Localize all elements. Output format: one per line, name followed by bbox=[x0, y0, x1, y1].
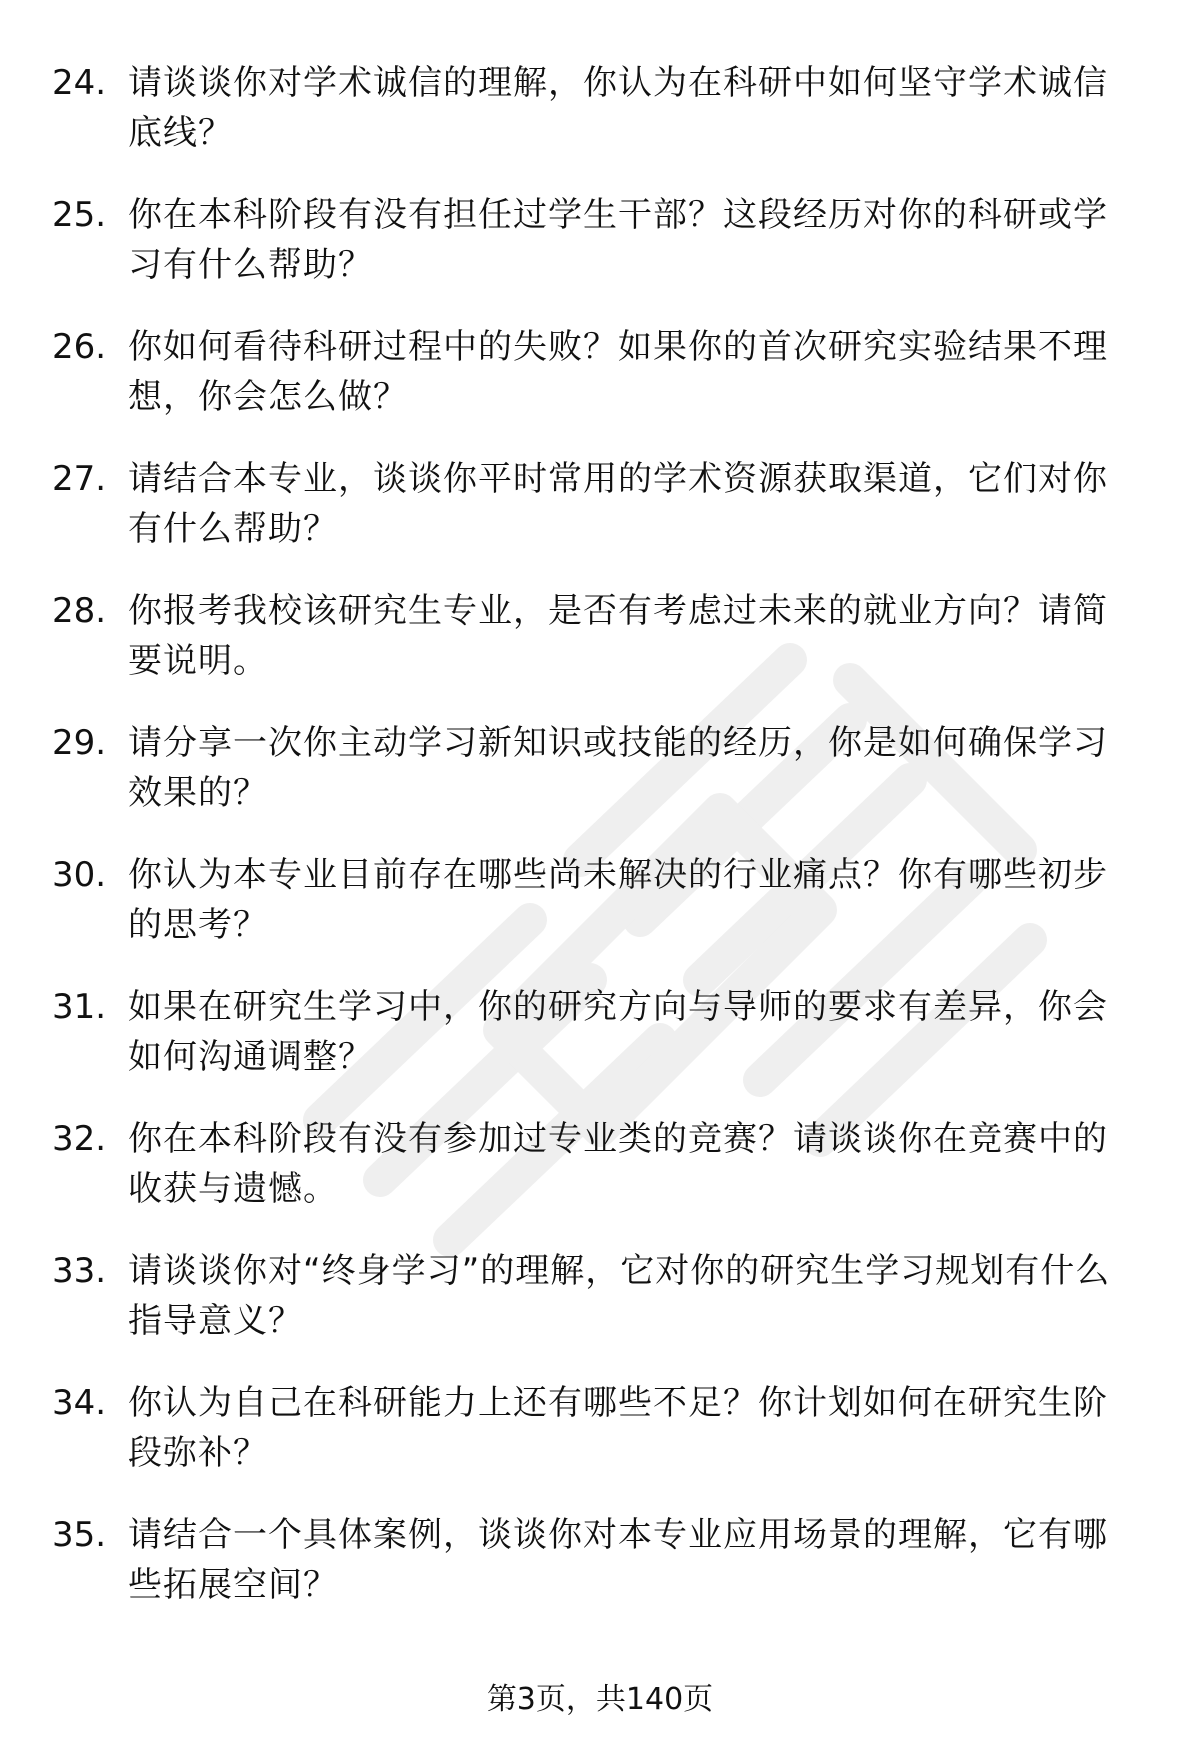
question-item bbox=[0, 1378, 1200, 1490]
question-item bbox=[0, 1246, 1200, 1358]
page-footer: 第3页，共140页 bbox=[486, 1682, 714, 1717]
question-item bbox=[0, 454, 1200, 566]
question-item bbox=[0, 982, 1200, 1094]
question-text: 请谈谈你对“终身学习”的理解，它对你的研究生学习规划有什么指导意义？ bbox=[128, 1251, 1111, 1341]
question-number: 27. bbox=[52, 459, 107, 499]
question-text: 请结合本专业，谈谈你平时常用的学术资源获取渠道，它们对你有什么帮助？ bbox=[128, 459, 1108, 549]
question-number: 35. bbox=[52, 1515, 107, 1555]
question-item bbox=[0, 718, 1200, 830]
question-text: 你认为自己在科研能力上还有哪些不足？你计划如何在研究生阶段弥补？ bbox=[128, 1383, 1108, 1473]
question-number: 25. bbox=[52, 195, 107, 235]
question-number: 31. bbox=[52, 987, 107, 1027]
question-item bbox=[0, 190, 1200, 302]
question-text: 如果在研究生学习中，你的研究方向与导师的要求有差异，你会如何沟通调整？ bbox=[128, 987, 1108, 1077]
question-number: 29. bbox=[52, 723, 107, 763]
question-number: 32. bbox=[52, 1119, 107, 1159]
question-text: 请结合一个具体案例，谈谈你对本专业应用场景的理解，它有哪些拓展空间？ bbox=[128, 1515, 1108, 1605]
question-item bbox=[0, 1510, 1200, 1622]
question-text: 你报考我校该研究生专业，是否有考虑过未来的就业方向？请简要说明。 bbox=[128, 591, 1108, 681]
question-number: 24. bbox=[52, 63, 107, 103]
question-text: 请分享一次你主动学习新知识或技能的经历，你是如何确保学习效果的？ bbox=[128, 723, 1108, 813]
question-text: 你在本科阶段有没有参加过专业类的竞赛？请谈谈你在竞赛中的收获与遗憾。 bbox=[128, 1119, 1108, 1209]
question-item bbox=[0, 58, 1200, 170]
question-list bbox=[0, 58, 1200, 1642]
question-item bbox=[0, 586, 1200, 698]
question-number: 26. bbox=[52, 327, 107, 367]
question-item bbox=[0, 322, 1200, 434]
question-number: 30. bbox=[52, 855, 107, 895]
question-number: 34. bbox=[52, 1383, 107, 1423]
question-text: 请谈谈你对学术诚信的理解，你认为在科研中如何坚守学术诚信底线？ bbox=[128, 63, 1108, 153]
question-text: 你在本科阶段有没有担任过学生干部？这段经历对你的科研或学习有什么帮助？ bbox=[128, 195, 1108, 285]
question-number: 33. bbox=[52, 1251, 107, 1291]
question-item bbox=[0, 850, 1200, 962]
question-item bbox=[0, 1114, 1200, 1226]
question-number: 28. bbox=[52, 591, 107, 631]
question-text: 你认为本专业目前存在哪些尚未解决的行业痛点？你有哪些初步的思考？ bbox=[128, 855, 1108, 945]
question-text: 你如何看待科研过程中的失败？如果你的首次研究实验结果不理想，你会怎么做？ bbox=[128, 327, 1108, 417]
